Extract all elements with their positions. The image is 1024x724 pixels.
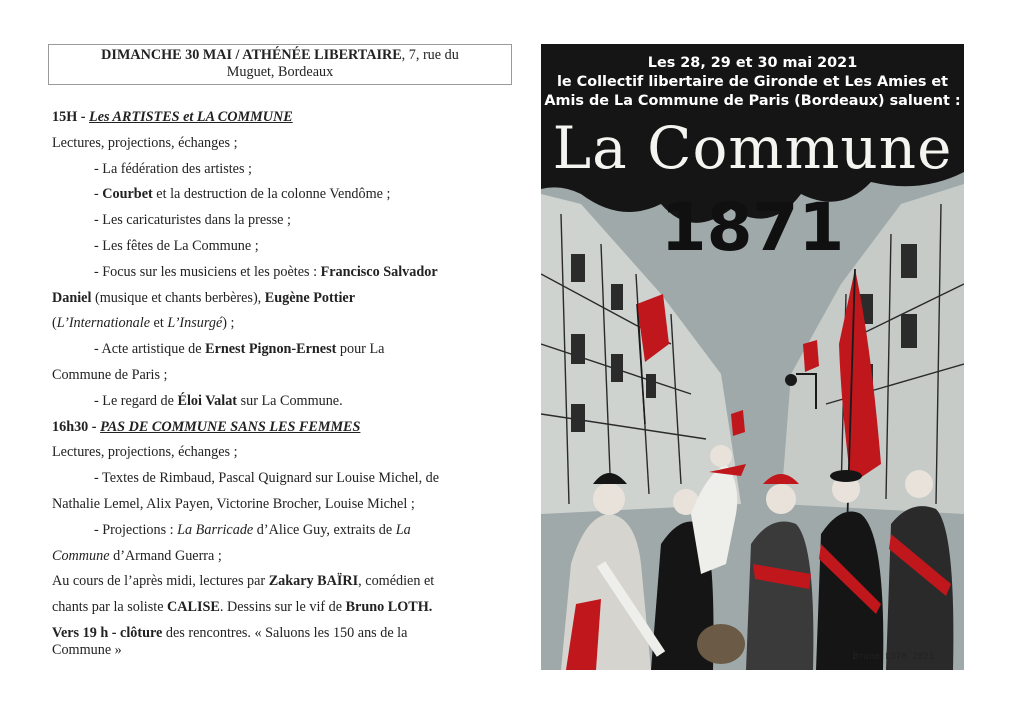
commune-poster — [541, 44, 964, 670]
list-item — [52, 389, 508, 415]
section2-intro: Lectures, projections, échanges ; — [52, 444, 238, 461]
text: pour La — [336, 341, 385, 358]
list-item — [52, 260, 508, 286]
list-item — [52, 337, 508, 363]
name-eloi-valat: Éloi Valat — [177, 392, 238, 409]
name-daniel: Daniel — [52, 289, 92, 306]
list-item-continued: Nathalie Lemel, Alix Payen, Victorine Brocher, Louise Michel ; — [52, 495, 415, 512]
section1-title: Les ARTISTES et LA COMMUNE — [89, 109, 293, 125]
name-courbet: Courbet — [102, 186, 153, 203]
text: , comédien et — [358, 573, 435, 590]
title-internationale: L’Internationale — [56, 315, 150, 332]
name-calise: CALISE — [167, 599, 220, 616]
poster-organizers-line2: Amis de La Commune de Paris (Bordeaux) saluent : — [544, 93, 961, 109]
title-la-commune-part: La — [395, 521, 411, 538]
text: - — [94, 186, 103, 203]
event-header-box — [48, 44, 512, 85]
artist-signature: Bruno LOTH 2021 — [852, 652, 934, 662]
street-lamp — [785, 374, 797, 386]
text: - Le regard de — [94, 392, 178, 409]
section1-intro: Lectures, projections, échanges ; — [52, 134, 238, 151]
paragraph-line — [52, 595, 508, 621]
list-item: - La fédération des artistes ; — [94, 160, 252, 177]
name-bruno-loth: Bruno LOTH. — [345, 599, 433, 616]
list-item-continued — [52, 286, 508, 312]
closing-paragraph — [52, 625, 508, 659]
list-item — [52, 182, 508, 208]
name-zakary-bairi: Zakary BAÏRI — [268, 573, 359, 590]
text: (musique et chants berbères), — [91, 289, 265, 306]
text: chants par la soliste — [52, 599, 168, 616]
text: Au cours de l’après midi, lectures par — [52, 573, 269, 590]
section-heading-women — [52, 415, 508, 441]
text: - Acte artistique de — [94, 341, 206, 358]
text: et — [150, 315, 168, 332]
text: - Projections : — [94, 521, 178, 538]
section2-title: PAS DE COMMUNE SANS LES FEMMES — [100, 418, 361, 435]
poster-organizers-line1: le Collectif libertaire de Gironde et Les Amies et — [556, 74, 949, 90]
event-address-part2: Muguet, Bordeaux — [226, 64, 334, 80]
name-pignon-ernest: Ernest Pignon-Ernest — [205, 341, 337, 358]
list-item-continued — [52, 311, 508, 337]
poster-year: 1871 — [660, 189, 845, 266]
list-item — [52, 518, 508, 544]
list-item: - Les caricaturistes dans la presse ; — [94, 212, 291, 229]
paragraph-line — [52, 569, 508, 595]
program-column — [52, 44, 508, 659]
poster-dates: Les 28, 29 et 30 mai 2021 — [647, 55, 858, 71]
list-item-continued: Commune de Paris ; — [52, 366, 168, 383]
event-address-part1: , 7, rue du — [401, 47, 459, 63]
closing-time: Vers 19 h - clôture — [52, 624, 163, 641]
text: des rencontres. « Saluons les 150 ans de la — [162, 624, 408, 641]
text: . Dessins sur le vif de — [219, 599, 346, 616]
text: sur La Commune. — [237, 392, 343, 409]
text: ) ; — [222, 315, 235, 332]
section2-time: 16h30 - — [52, 418, 101, 435]
event-date-venue: DIMANCHE 30 MAI / ATHÉNÉE LIBERTAIRE — [101, 47, 402, 63]
text: et la destruction de la colonne Vendôme ; — [152, 186, 391, 203]
name-eugene-pottier: Eugène Pottier — [264, 289, 355, 306]
title-la-barricade: La Barricade — [177, 521, 254, 538]
text: d’Armand Guerra ; — [109, 547, 222, 564]
section1-time: 15H - — [52, 109, 90, 125]
text: d’Alice Guy, extraits de — [253, 521, 396, 538]
list-item: - Textes de Rimbaud, Pascal Quignard sur Louise Michel, de — [94, 470, 440, 487]
text: - Focus sur les musiciens et les poètes : — [94, 263, 321, 280]
section-heading-artists — [52, 105, 508, 131]
title-insurge: L’Insurgé — [167, 315, 223, 332]
list-item: - Les fêtes de La Commune ; — [94, 237, 259, 254]
title-commune-part: Commune — [52, 547, 110, 564]
list-item-continued — [52, 544, 508, 570]
poster-title: La Commune — [552, 114, 953, 182]
text: Commune » — [52, 641, 122, 658]
text: ( — [52, 315, 57, 332]
name-francisco-salvador: Francisco Salvador — [320, 263, 438, 280]
